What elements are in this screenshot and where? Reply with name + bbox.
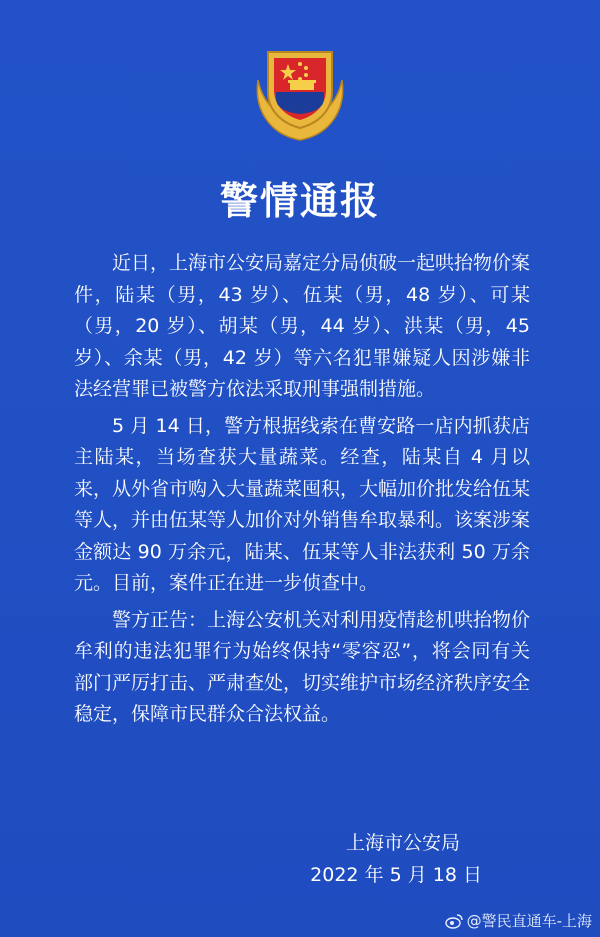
notice-date: 2022 年 5 月 18 日 xyxy=(310,864,482,886)
police-emblem-icon xyxy=(248,42,352,146)
watermark-text: @警民直通车-上海 xyxy=(466,912,592,930)
notice-paragraph: 警方正告：上海公安机关对利用疫情趁机哄抬物价牟利的违法犯罪行为始终保持“零容忍”，将会同有关部门严厉打击、严肃查处，切实维护市场经济秩序安全稳定，保障市民群众合法权益。 xyxy=(74,608,531,725)
notice-paragraph: 5 月 14 日，警方根据线索在曹安路一店内抓获店主陆某，当场查获大量蔬菜。经查，陆某自 4 月以来，从外省市购入大量蔬菜囤积，大幅加价批发给伍某等人，并由伍某等人加价对外销售牟取暴利。该案涉案金额达 90 万余元，陆某、伍某等人非法获利 50 万余元。目前，案件正在进一步侦查中。 xyxy=(74,414,531,594)
watermark xyxy=(445,910,592,931)
notice-title: 警情通报 xyxy=(219,179,380,223)
notice-body xyxy=(74,248,530,736)
weibo-icon xyxy=(445,913,463,929)
notice-paragraph: 近日，上海市公安局嘉定分局侦破一起哄抬物价案件，陆某（男，43 岁）、伍某（男，48 岁）、可某（男，20 岁）、胡某（男，44 岁）、洪某（男，45 岁）、余某（男，42 岁）等六名犯罪嫌疑人因涉嫌非法经营罪已被警方依法采取刑事强制措施。 xyxy=(74,252,531,400)
notice-signature: 上海市公安局 xyxy=(345,832,460,854)
